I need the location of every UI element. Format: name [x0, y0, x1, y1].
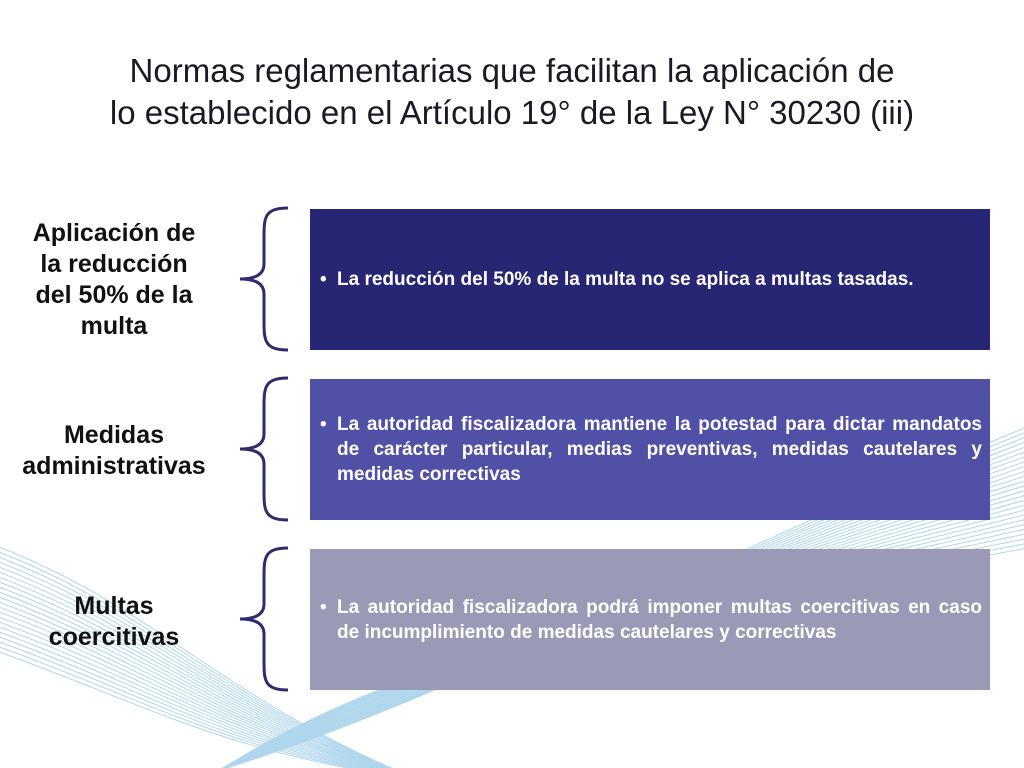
section-label-line: administrativas	[22, 452, 206, 480]
section-label-line: Multas	[74, 592, 154, 620]
content-text: La reducción del 50% de la multa no se aplica a multas tasadas.	[337, 269, 914, 290]
curly-brace-icon	[234, 544, 296, 694]
section-label-multas	[8, 591, 220, 653]
bullet-point: •	[320, 596, 327, 618]
bullet-point: •	[320, 414, 327, 435]
content-box-medidas	[310, 379, 990, 520]
content-box-multas	[310, 549, 990, 690]
section-label-line: coercitivas	[48, 623, 180, 651]
section-label-line: Aplicación de	[32, 219, 196, 247]
slide-title-line-1: Normas reglamentarias que facilitan la aplicación de	[129, 52, 895, 89]
curly-brace-icon	[234, 204, 296, 354]
slide-title-line-2: lo establecido en el Artículo 19° de la Ley N° 30230 (iii)	[109, 94, 915, 131]
section-label-line: multa	[80, 312, 148, 340]
content-box-reduccion	[310, 209, 990, 350]
content-text: La autoridad fiscalizadora podrá imponer multas coercitivas en caso de incumplimiento de medidas cautelares y correctivas	[337, 596, 982, 643]
bullet-point: •	[320, 269, 327, 290]
content-text: La autoridad fiscalizadora mantiene la potestad para dictar mandatos de carácter particular, medias preventivas, medidas cautelares y medidas correctivas	[337, 414, 982, 485]
section-label-medidas	[8, 420, 220, 482]
section-label-line: Medidas	[63, 421, 165, 449]
section-label-reduccion	[8, 218, 220, 342]
slide-title	[40, 50, 984, 134]
section-label-line: la reducción	[40, 250, 188, 278]
curly-brace-icon	[234, 374, 296, 524]
section-label-line: del 50% de la	[35, 281, 193, 309]
